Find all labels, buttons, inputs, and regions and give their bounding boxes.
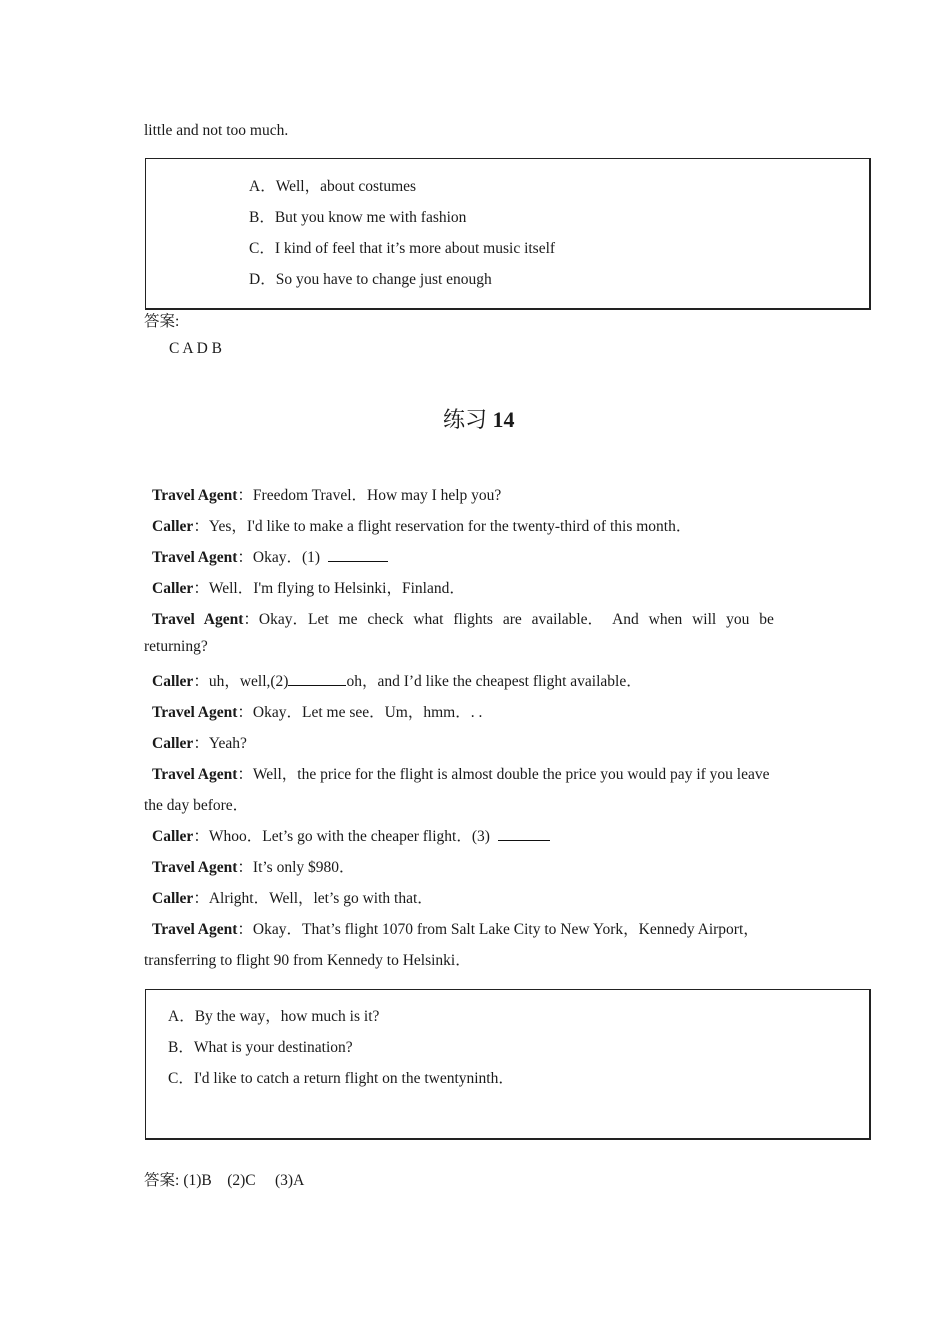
separator: ： (243, 611, 259, 628)
dialogue-text: Well．I'm flying to Helsinki，Finland． (208, 580, 465, 597)
separator: ： (237, 487, 253, 504)
separator: ： (193, 518, 209, 535)
dialogue-text: Okay．That’s flight 1070 from Salt Lake City to New York，Kennedy Airport， (252, 921, 759, 938)
separator: ： (237, 766, 253, 783)
speaker-label: Caller (152, 518, 194, 535)
answer-value-prev: C A D B (169, 340, 222, 357)
dialogue-text: Okay．Let me see．Um，hmm．. . (252, 704, 483, 721)
blank-2 (288, 671, 346, 686)
speaker-label: Travel Agent (152, 549, 238, 566)
dialogue-line-4 (152, 576, 465, 598)
separator: ： (193, 735, 209, 752)
speaker-label: Caller (152, 828, 194, 845)
separator: ： (193, 890, 209, 907)
answer-line (144, 1168, 304, 1190)
dialogue-text: Yes，I'd like to make a flight reservation for the twenty-third of this month． (208, 518, 692, 535)
dialogue-line-10 (152, 824, 550, 846)
exercise-title-number: 14 (492, 407, 515, 432)
separator: ： (237, 859, 253, 876)
answer-label-prev: 答案: (144, 313, 180, 330)
dialogue-line-3 (152, 545, 388, 567)
dialogue-line-2 (152, 514, 691, 536)
exercise-title-cn: 练习 (443, 407, 488, 432)
option-b: B．But you know me with fashion (249, 209, 467, 226)
separator: ： (237, 549, 253, 566)
paragraph-tail: little and not too much. (144, 122, 289, 139)
option-d: D．So you have to change just enough (249, 271, 492, 288)
dialogue-text: Freedom Travel．How may I help you? (252, 487, 502, 504)
speaker-label: Caller (152, 735, 194, 752)
dialogue-line-13-cont: transferring to flight 90 from Kennedy to Helsinki． (144, 952, 471, 969)
speaker-label: Travel Agent (152, 921, 238, 938)
dialogue-line-13 (152, 917, 759, 939)
blank-1 (328, 547, 388, 562)
dialogue-text: ：uh，well,(2) (193, 673, 289, 690)
dialogue-text: Yeah? (208, 735, 247, 752)
options-box (145, 989, 871, 1140)
options-box-prev (145, 158, 871, 310)
dialogue-text: Well，the price for the flight is almost double the price you would pay if you leave (252, 766, 770, 783)
speaker-label: Caller (152, 580, 194, 597)
separator: ： (237, 704, 253, 721)
dialogue-text: Okay．Let me check what flights are available． And when will you be (258, 611, 774, 628)
dialogue-line-1 (152, 483, 501, 505)
dialogue-line-7 (152, 700, 482, 722)
option-a: A．Well，about costumes (249, 178, 417, 195)
dialogue-line-6 (152, 669, 642, 691)
speaker-label: Caller (152, 890, 194, 907)
dialogue-text: Alright．Well，let’s go with that． (208, 890, 433, 907)
dialogue-text: oh，and I’d like the cheapest flight available． (346, 673, 642, 690)
speaker-label: Travel Agent (152, 859, 238, 876)
dialogue-line-8 (152, 731, 247, 753)
dialogue-line-9 (152, 762, 769, 784)
blank-3 (498, 826, 550, 841)
dialogue-text: Okay．(1) (252, 549, 324, 566)
speaker-label: Caller (152, 673, 194, 690)
dialogue-text: It’s only $980． (252, 859, 355, 876)
separator: ： (237, 921, 253, 938)
dialogue-line-5-cont: returning? (144, 638, 208, 655)
answer-label: 答案: (144, 1172, 180, 1189)
dialogue-line-12 (152, 886, 433, 908)
option-c: C．I kind of feel that it’s more about music itself (249, 240, 556, 257)
speaker-label: Travel Agent (152, 766, 238, 783)
option-c: C．I'd like to catch a return flight on the twentyninth． (168, 1070, 514, 1087)
speaker-label: Travel Agent (152, 704, 238, 721)
option-a: A．By the way，how much is it? (168, 1008, 380, 1025)
exercise-title (443, 403, 515, 434)
answer-value: (1)B (2)C (3)A (183, 1172, 305, 1189)
speaker-label: Travel Agent (152, 487, 238, 504)
option-b: B．What is your destination? (168, 1039, 353, 1056)
separator: ： (193, 828, 209, 845)
dialogue-line-5 (152, 607, 806, 629)
separator: ： (193, 580, 209, 597)
dialogue-line-11 (152, 855, 355, 877)
dialogue-text: Whoo．Let’s go with the cheaper flight．(3) (208, 828, 494, 845)
dialogue-line-9-cont: the day before． (144, 797, 249, 814)
speaker-label: Travel Agent (152, 611, 244, 628)
